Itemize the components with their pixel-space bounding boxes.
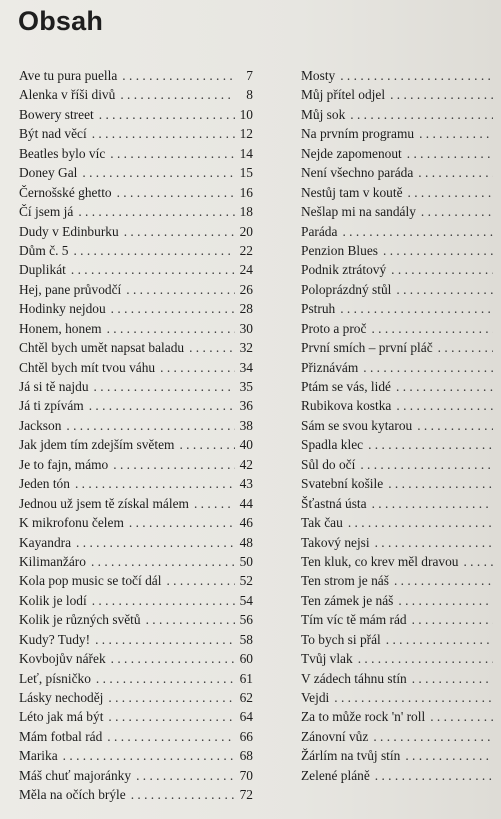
- toc-entry: [301, 163, 501, 182]
- toc-entry: [301, 727, 501, 746]
- toc-entry: [301, 571, 501, 590]
- toc-leader-dots: [371, 319, 493, 338]
- toc-entry-title: Můj sok: [301, 106, 346, 122]
- toc-entry-page: 64: [239, 709, 253, 725]
- toc-entry-page: 28: [239, 301, 253, 317]
- toc-entry-title: Dudy v Edinburku: [19, 223, 119, 239]
- toc-entry-title: Nestůj tam v koutě: [301, 184, 403, 200]
- toc-leader-dots: [63, 746, 235, 765]
- toc-entry: [19, 260, 253, 279]
- toc-entry-title: Kolik je různých světů: [19, 612, 141, 628]
- toc-entry: [19, 707, 253, 726]
- toc-entry-title: Ten zámek je náš: [301, 592, 394, 608]
- toc-entry-title: Leť, písničko: [19, 670, 91, 686]
- toc-entry: [19, 630, 253, 649]
- toc-entry-page: 26: [239, 281, 253, 297]
- toc-entry-page: 30: [239, 320, 253, 336]
- toc-column-right: [301, 66, 501, 785]
- toc-entry-title: Černošské ghetto: [19, 184, 112, 200]
- toc-leader-dots: [124, 222, 235, 241]
- toc-entry: [19, 241, 253, 260]
- toc-entry-title: Žárlím na tvůj stín: [301, 748, 401, 764]
- toc-entry: [301, 338, 501, 357]
- toc-leader-dots: [146, 610, 235, 629]
- toc-entry: [19, 727, 253, 746]
- toc-leader-dots: [340, 299, 493, 318]
- toc-entry-title: Ave tu pura puella: [19, 68, 118, 83]
- toc-entry: [301, 358, 501, 377]
- toc-entry-title: Poloprázdný stůl: [301, 281, 392, 297]
- toc-entry-title: Rubikova kostka: [301, 398, 392, 414]
- toc-leader-dots: [396, 377, 493, 396]
- toc-entry: [19, 396, 253, 415]
- toc-entry-title: Zánovní vůz: [301, 728, 369, 744]
- toc-entry-title: Spadla klec: [301, 437, 364, 453]
- toc-entry-title: Bowery street: [19, 106, 94, 122]
- toc-leader-dots: [71, 260, 235, 279]
- toc-entry: [19, 358, 253, 377]
- toc-entry-title: Kayandra: [19, 534, 72, 550]
- toc-entry: [19, 319, 253, 338]
- toc-leader-dots: [375, 533, 493, 552]
- toc-entry-page: 40: [239, 437, 253, 453]
- toc-leader-dots: [421, 202, 493, 221]
- toc-entry-title: Svatební košile: [301, 476, 384, 492]
- toc-entry: [19, 183, 253, 202]
- toc-entry-title: Nejde zapomenout: [301, 145, 402, 161]
- toc-entry-title: Kolik je lodí: [19, 592, 87, 608]
- toc-leader-dots: [129, 513, 235, 532]
- toc-entry-title: Chtěl bych umět napsat baladu: [19, 340, 185, 356]
- toc-leader-dots: [78, 202, 235, 221]
- toc-entry: [19, 571, 253, 590]
- toc-leader-dots: [388, 474, 493, 493]
- toc-entry: [19, 474, 253, 493]
- toc-entry: [19, 416, 253, 435]
- toc-entry-title: Penzion Blues: [301, 242, 378, 258]
- toc-entry-title: Jak jdem tím zdejším světem: [19, 437, 175, 453]
- toc-entry-title: Být nad věcí: [19, 126, 87, 142]
- toc-entry-page: 46: [239, 515, 253, 531]
- toc-leader-dots: [408, 183, 493, 202]
- toc-entry-title: Ten kluk, co krev měl dravou: [301, 553, 459, 569]
- toc-entry-title: Mám fotbal rád: [19, 728, 103, 744]
- toc-entry-page: 16: [239, 184, 253, 200]
- toc-entry-page: 56: [239, 612, 253, 628]
- toc-entry-title: Šťastná ústa: [301, 495, 367, 511]
- toc-entry: [19, 649, 253, 668]
- toc-entry: [301, 105, 501, 124]
- toc-entry-page: 22: [239, 242, 253, 258]
- toc-entry-title: Beatles bylo víc: [19, 145, 106, 161]
- toc-entry: [19, 280, 253, 299]
- toc-leader-dots: [94, 377, 235, 396]
- toc-entry: [19, 66, 253, 85]
- toc-entry: [19, 552, 253, 571]
- toc-entry: [301, 455, 501, 474]
- toc-entry: [301, 396, 501, 415]
- toc-leader-dots: [108, 688, 235, 707]
- toc-entry-title: Léto jak má být: [19, 709, 104, 725]
- toc-leader-dots: [122, 66, 235, 85]
- toc-leader-dots: [390, 85, 493, 104]
- toc-entry: [19, 85, 253, 104]
- toc-entry-title: Je to fajn, mámo: [19, 456, 109, 472]
- toc-leader-dots: [95, 630, 235, 649]
- toc-entry-title: Dům č. 5: [19, 242, 69, 258]
- toc-entry-title: Jackson: [19, 417, 62, 433]
- toc-leader-dots: [99, 105, 235, 124]
- toc-leader-dots: [398, 591, 493, 610]
- toc-entry-page: 24: [239, 262, 253, 278]
- toc-leader-dots: [394, 571, 493, 590]
- toc-entry: [19, 610, 253, 629]
- toc-entry: [19, 688, 253, 707]
- toc-leader-dots: [396, 396, 493, 415]
- toc-entry-page: 42: [239, 456, 253, 472]
- toc-entry: [301, 416, 501, 435]
- toc-leader-dots: [360, 455, 493, 474]
- toc-entry: [301, 299, 501, 318]
- toc-entry: [301, 124, 501, 143]
- toc-entry: [19, 455, 253, 474]
- toc-entry: [301, 591, 501, 610]
- toc-entry-page: 34: [239, 359, 253, 375]
- toc-entry: [301, 435, 501, 454]
- toc-entry-title: Kola pop music se točí dál: [19, 573, 162, 589]
- toc-entry-title: Ptám se vás, lidé: [301, 379, 392, 394]
- toc-entry-page: 36: [239, 398, 253, 414]
- toc-entry-title: Můj přítel odjel: [301, 87, 386, 103]
- toc-entry: [301, 630, 501, 649]
- toc-entry-title: Hodinky nejdou: [19, 301, 106, 317]
- toc-leader-dots: [113, 455, 235, 474]
- toc-leader-dots: [131, 785, 235, 804]
- toc-entry-title: Já ti zpívám: [19, 398, 84, 414]
- toc-leader-dots: [136, 766, 235, 785]
- toc-entry-title: To bych si přál: [301, 631, 381, 647]
- toc-entry-title: Sůl do očí: [301, 456, 356, 472]
- toc-leader-dots: [89, 396, 235, 415]
- toc-entry-page: 14: [239, 145, 253, 161]
- toc-leader-dots: [358, 649, 493, 668]
- toc-leader-dots: [111, 299, 235, 318]
- toc-entry: [301, 746, 501, 765]
- toc-entry-page: 10: [239, 106, 253, 122]
- toc-entry-page: 35: [239, 379, 253, 394]
- toc-leader-dots: [418, 163, 493, 182]
- toc-entry-page: 54: [239, 592, 253, 608]
- toc-entry-title: Marika: [19, 748, 58, 764]
- toc-entry-page: 7: [246, 68, 253, 83]
- toc-entry-title: Měla na očích brýle: [19, 787, 126, 803]
- toc-entry: [19, 222, 253, 241]
- toc-entry: [19, 435, 253, 454]
- toc-leader-dots: [166, 571, 235, 590]
- toc-entry: [19, 299, 253, 318]
- toc-entry-title: Na prvním programu: [301, 126, 415, 142]
- toc-entry: [301, 280, 501, 299]
- toc-leader-dots: [417, 416, 493, 435]
- toc-leader-dots: [438, 338, 493, 357]
- toc-entry-page: 48: [239, 534, 253, 550]
- toc-entry: [301, 610, 501, 629]
- toc-entry: [19, 163, 253, 182]
- toc-entry: [19, 338, 253, 357]
- toc-entry-page: 58: [239, 631, 253, 647]
- toc-entry-title: Nešlap mi na sandály: [301, 204, 416, 220]
- toc-leader-dots: [117, 183, 235, 202]
- toc-leader-dots: [82, 163, 235, 182]
- toc-entry-page: 8: [246, 87, 253, 103]
- toc-entry: [301, 260, 501, 279]
- toc-entry-title: Takový nejsi: [301, 534, 370, 550]
- toc-entry-title: První smích – první pláč: [301, 340, 433, 356]
- toc-entry: [301, 766, 501, 785]
- toc-leader-dots: [342, 222, 493, 241]
- toc-leader-dots: [96, 669, 235, 688]
- toc-entry: [301, 85, 501, 104]
- toc-entry-page: 72: [239, 787, 253, 803]
- toc-leader-dots: [430, 707, 493, 726]
- toc-entry-title: Proto a proč: [301, 320, 367, 336]
- toc-entry-page: 43: [239, 476, 253, 492]
- toc-entry-title: Tím víc tě mám rád: [301, 612, 407, 628]
- toc-entry: [19, 377, 253, 396]
- toc-entry-title: Jeden tón: [19, 476, 70, 492]
- toc-entry-page: 62: [239, 690, 253, 705]
- toc-leader-dots: [107, 727, 235, 746]
- toc-leader-dots: [179, 435, 235, 454]
- toc-entry: [301, 669, 501, 688]
- toc-leader-dots: [405, 746, 493, 765]
- toc-leader-dots: [372, 494, 493, 513]
- toc-entry: [301, 222, 501, 241]
- toc-entry-page: 32: [239, 340, 253, 356]
- toc-entry-title: K mikrofonu čelem: [19, 515, 124, 531]
- toc-entry-page: 68: [239, 748, 253, 764]
- toc-entry: [301, 494, 501, 513]
- toc-entry-title: Máš chuť majoránky: [19, 767, 132, 783]
- toc-entry: [301, 533, 501, 552]
- toc-entry: [19, 533, 253, 552]
- toc-entry-title: Ten strom je náš: [301, 573, 389, 589]
- toc-entry-title: Kilimanžáro: [19, 553, 86, 569]
- toc-entry: [301, 688, 501, 707]
- toc-entry: [19, 494, 253, 513]
- toc-leader-dots: [110, 144, 235, 163]
- toc-leader-dots: [111, 649, 235, 668]
- toc-entry-title: Alenka v říši divů: [19, 87, 116, 103]
- toc-leader-dots: [108, 707, 235, 726]
- toc-entry: [19, 105, 253, 124]
- toc-entry-title: Podnik ztrátový: [301, 262, 387, 278]
- toc-entry-title: Za to může rock 'n' roll: [301, 709, 426, 725]
- toc-leader-dots: [189, 338, 235, 357]
- toc-entry: [19, 669, 253, 688]
- toc-entry-title: Doney Gal: [19, 165, 78, 181]
- toc-leader-dots: [92, 124, 235, 143]
- toc-entry-title: Chtěl bych mít tvou váhu: [19, 359, 156, 375]
- toc-leader-dots: [75, 474, 235, 493]
- toc-leader-dots: [407, 144, 493, 163]
- toc-entry-page: 61: [239, 670, 253, 686]
- toc-column-left: [19, 66, 253, 805]
- toc-entry-page: 70: [239, 767, 253, 783]
- toc-leader-dots: [412, 669, 493, 688]
- toc-entry: [301, 513, 501, 532]
- toc-entry-page: 60: [239, 651, 253, 667]
- toc-entry-title: Čí jsem já: [19, 204, 74, 220]
- toc-entry: [301, 319, 501, 338]
- toc-entry-page: 38: [239, 417, 253, 433]
- toc-entry-title: Tak čau: [301, 515, 343, 531]
- toc-entry-title: Pstruh: [301, 301, 336, 317]
- toc-leader-dots: [350, 105, 493, 124]
- toc-entry-title: Přiznávám: [301, 359, 359, 375]
- toc-entry: [19, 785, 253, 804]
- toc-entry: [301, 66, 501, 85]
- toc-entry: [19, 591, 253, 610]
- toc-entry: [301, 144, 501, 163]
- toc-entry-title: Kovbojův nářek: [19, 651, 106, 667]
- toc-leader-dots: [383, 241, 493, 260]
- toc-entry-title: Zelené pláně: [301, 767, 370, 783]
- toc-leader-dots: [463, 552, 493, 571]
- toc-leader-dots: [160, 358, 235, 377]
- toc-entry: [301, 377, 501, 396]
- toc-entry: [301, 474, 501, 493]
- toc-entry-title: Lásky nechoděj: [19, 690, 104, 705]
- toc-leader-dots: [107, 319, 235, 338]
- toc-entry-title: Paráda: [301, 223, 338, 239]
- toc-leader-dots: [373, 727, 493, 746]
- toc-entry-page: 66: [239, 728, 253, 744]
- page-title: Obsah: [18, 6, 104, 36]
- toc-leader-dots: [126, 280, 235, 299]
- toc-leader-dots: [363, 358, 493, 377]
- toc-leader-dots: [412, 610, 493, 629]
- toc-entry-title: Já si tě najdu: [19, 379, 89, 394]
- toc-entry-page: 50: [239, 553, 253, 569]
- toc-entry-page: 20: [239, 223, 253, 239]
- toc-entry-title: Tvůj vlak: [301, 651, 353, 667]
- toc-leader-dots: [194, 494, 235, 513]
- toc-entry-title: Jednou už jsem tě získal málem: [19, 495, 189, 511]
- toc-entry: [301, 202, 501, 221]
- toc-entry: [301, 241, 501, 260]
- toc-leader-dots: [66, 416, 235, 435]
- toc-leader-dots: [92, 591, 235, 610]
- toc-entry-title: Hej, pane průvodčí: [19, 281, 122, 297]
- toc-leader-dots: [73, 241, 235, 260]
- toc-entry: [19, 766, 253, 785]
- toc-leader-dots: [375, 766, 493, 785]
- toc-entry-title: Honem, honem: [19, 320, 102, 336]
- toc-leader-dots: [386, 630, 493, 649]
- toc-entry-page: 15: [239, 165, 253, 181]
- toc-entry-page: 44: [239, 495, 253, 511]
- toc-entry-title: Mosty: [301, 68, 336, 83]
- toc-leader-dots: [419, 124, 493, 143]
- toc-leader-dots: [348, 513, 493, 532]
- toc-entry-title: Sám se svou kytarou: [301, 417, 413, 433]
- toc-entry-page: 52: [239, 573, 253, 589]
- toc-entry-title: Kudy? Tudy!: [19, 631, 91, 647]
- toc-leader-dots: [120, 85, 235, 104]
- toc-entry-page: 18: [239, 204, 253, 220]
- toc-entry: [19, 144, 253, 163]
- toc-entry: [301, 649, 501, 668]
- toc-leader-dots: [340, 66, 493, 85]
- toc-entry-title: Vejdi: [301, 690, 330, 705]
- toc-entry: [19, 513, 253, 532]
- toc-entry: [301, 707, 501, 726]
- toc-leader-dots: [368, 435, 493, 454]
- toc-entry-title: Duplikát: [19, 262, 66, 278]
- toc-entry: [301, 183, 501, 202]
- toc-leader-dots: [76, 533, 235, 552]
- toc-leader-dots: [391, 260, 493, 279]
- toc-entry: [19, 124, 253, 143]
- toc-entry: [19, 746, 253, 765]
- toc-entry: [19, 202, 253, 221]
- toc-entry: [301, 552, 501, 571]
- toc-leader-dots: [91, 552, 235, 571]
- toc-leader-dots: [396, 280, 493, 299]
- toc-entry-page: 12: [239, 126, 253, 142]
- toc-entry-title: V zádech táhnu stín: [301, 670, 407, 686]
- toc-leader-dots: [334, 688, 493, 707]
- toc-entry-title: Není všechno paráda: [301, 165, 414, 181]
